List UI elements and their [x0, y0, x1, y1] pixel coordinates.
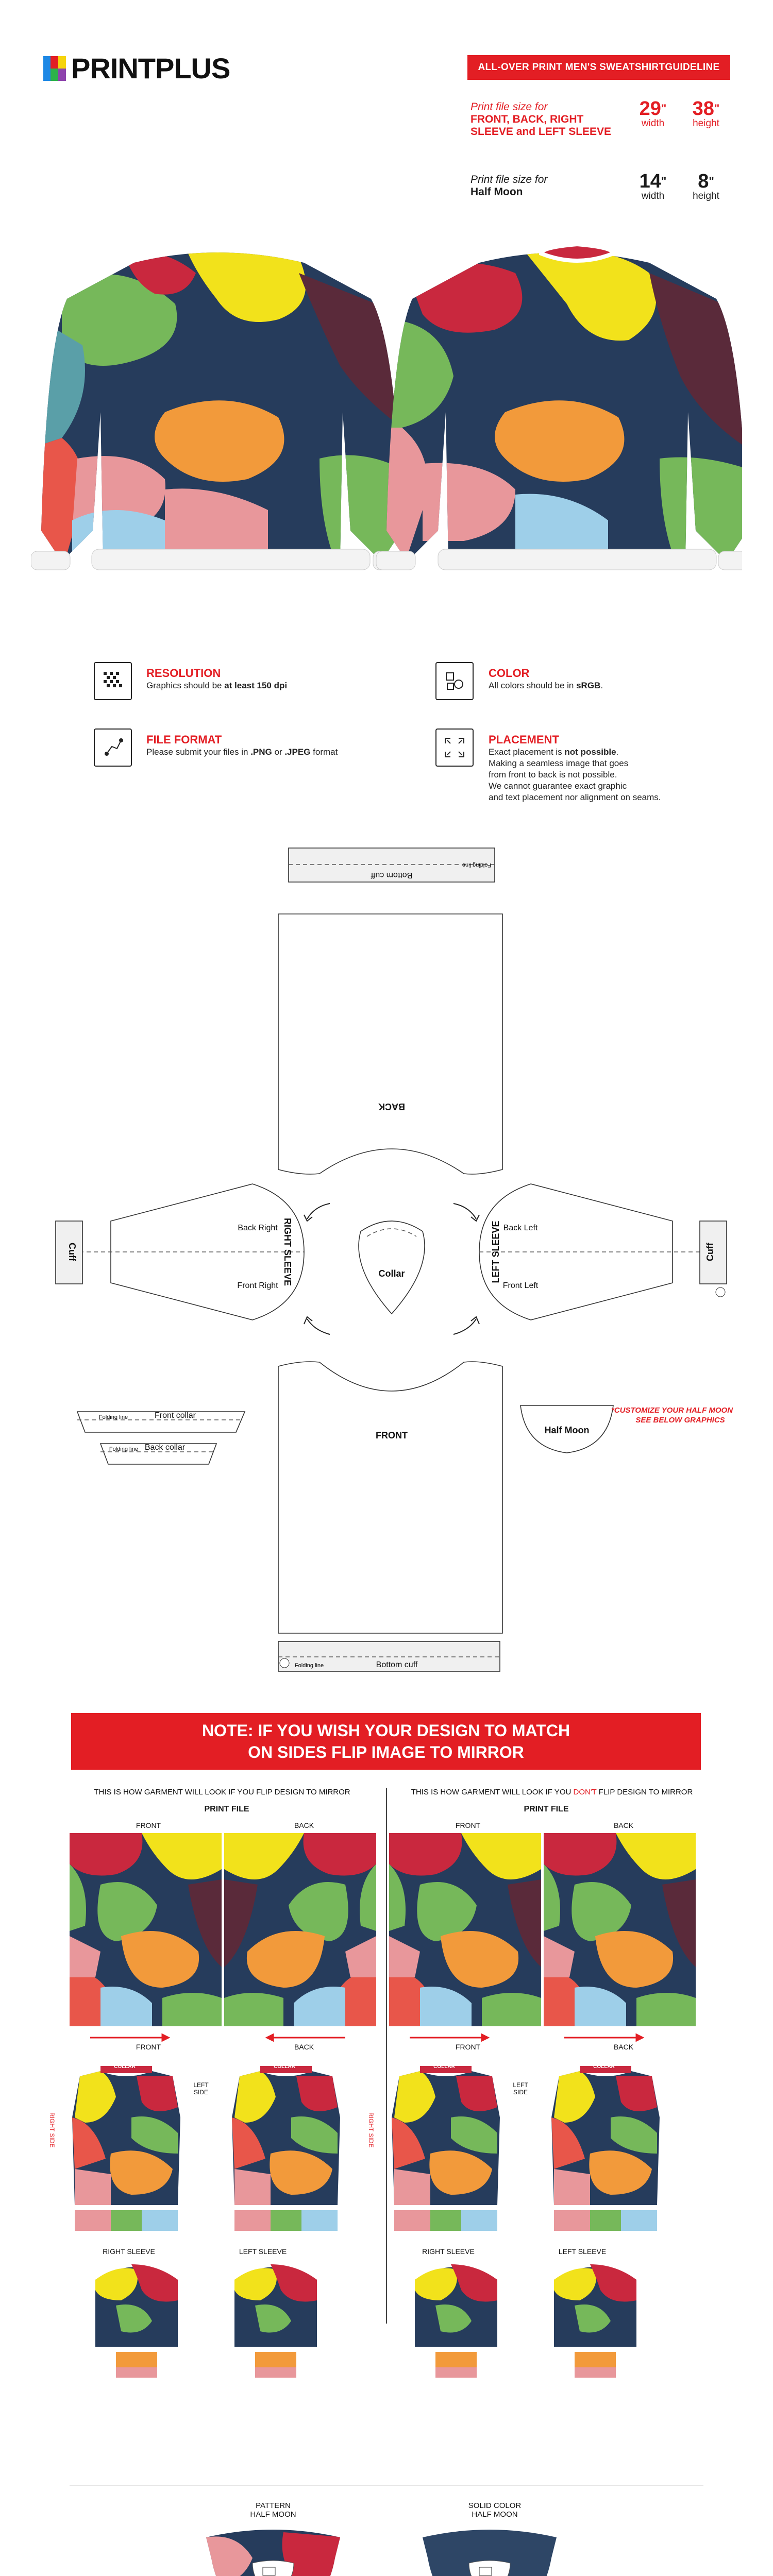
mirror-caption: THIS IS HOW GARMENT WILL LOOK IF YOU FLIP DESIGN TO MIRROR: [94, 1788, 350, 1797]
spec-halfmoon-width-value: 14: [639, 171, 661, 192]
left-sleeve-label-l: LEFT SLEEVE: [239, 2247, 287, 2256]
halfmoon-renders: [196, 2527, 598, 2576]
color-body: [489, 680, 715, 691]
file-format-icon: [94, 728, 132, 767]
back-arrow-label-l: BACK: [294, 2043, 314, 2051]
top-bottom-cuff-piece: [289, 848, 495, 882]
folding-line-label: Folding line: [294, 1663, 324, 1669]
pattern-template: [0, 840, 773, 1680]
front-collar-strip: [77, 1411, 245, 1432]
placement-line-2: from front to back is not possible.: [489, 770, 617, 779]
resolution-body-bold: at least 150 dpi: [224, 681, 288, 690]
brand-name: PRINTPLUS: [71, 52, 230, 84]
back-label-r: BACK: [613, 1821, 634, 1829]
spec-main-text: [470, 101, 646, 138]
solid-halfmoon-line2: HALF MOON: [472, 2510, 518, 2519]
spec-main-line3: SLEEVE and LEFT SLEEVE: [470, 126, 612, 138]
color-body-post: .: [600, 681, 603, 690]
note-line-2: ON SIDES FLIP IMAGE TO MIRROR: [248, 1743, 524, 1761]
resolution-title: RESOLUTION: [146, 667, 221, 680]
front-left-label: Front Left: [502, 1281, 539, 1290]
collar-tag-2: COLLAR: [274, 2064, 295, 2070]
spec-main-height-value: 38: [692, 98, 714, 120]
folding-line-label: Folding line: [109, 1446, 139, 1452]
placement-icon: [435, 728, 474, 767]
no-mirror-caption: [400, 1788, 704, 1797]
pattern-halfmoon-line2: HALF MOON: [250, 2510, 296, 2519]
bottom-cuff-piece: [278, 1641, 500, 1671]
collar-tag-4: COLLAR: [593, 2064, 615, 2070]
file-format-png: .PNG: [250, 747, 272, 757]
resolution-icon: [94, 662, 132, 700]
placement-body-post: .: [616, 747, 619, 757]
front-collar-label: Front collar: [154, 1411, 196, 1420]
folding-line-label: Folding line: [98, 1414, 128, 1420]
collar-piece: [359, 1221, 425, 1314]
sweatshirt-mockups: [31, 242, 742, 623]
resolution-body-pre: Graphics should be: [146, 681, 225, 690]
right-sleeve-label-r: RIGHT SLEEVE: [422, 2247, 475, 2256]
placement-body: [489, 747, 715, 803]
spec-main-height-label: height: [693, 118, 719, 129]
right-cuff-label: Cuff: [67, 1243, 77, 1261]
no-mirror-caption-post: FLIP DESIGN TO MIRROR: [596, 1788, 693, 1797]
spec-halfmoon-width-label: width: [641, 191, 665, 201]
mirror-note-banner: [71, 1713, 701, 1770]
collar-tag-1: COLLAR: [114, 2064, 136, 2070]
sweatshirt-front-mockup: [376, 242, 742, 603]
spec-main-height: [685, 99, 727, 129]
front-arrow-label-r: FRONT: [455, 2043, 481, 2051]
sweatshirt-back-mockup: [31, 242, 402, 603]
spec-halfmoon-width: [635, 172, 671, 201]
file-format-body-post: format: [310, 747, 338, 757]
left-cuff-label: Cuff: [705, 1243, 715, 1261]
garment-side-renders: [70, 2066, 703, 2231]
collar-tag-3: COLLAR: [433, 2064, 455, 2070]
half-moon-label: Half Moon: [544, 1425, 590, 1435]
pattern-halfmoon-caption: [222, 2501, 325, 2519]
color-icon: [435, 662, 474, 700]
right-side-label-l: RIGHT SIDE: [48, 2112, 56, 2148]
back-panel-label: BACK: [378, 1101, 405, 1112]
file-format-body-pre: Please submit your files in: [146, 747, 251, 757]
spec-main-width: [635, 99, 671, 129]
right-sleeve-label: RIGHT SLEEVE: [282, 1217, 293, 1286]
print-file-label-right: PRINT FILE: [524, 1805, 569, 1814]
solid-halfmoon-caption: [443, 2501, 546, 2519]
pattern-halfmoon-line1: PATTERN: [256, 2501, 291, 2510]
inch-mark: ": [709, 175, 714, 188]
placement-title: PLACEMENT: [489, 733, 559, 746]
left-side-label-r: LEFT SIDE: [513, 2081, 528, 2096]
spec-halfmoon-height-value: 8: [698, 171, 709, 192]
right-side-label-r: RIGHT SIDE: [367, 2112, 375, 2148]
back-label-l: BACK: [294, 1821, 314, 1829]
spec-halfmoon-line2: Half Moon: [470, 186, 523, 198]
sleeve-renders: [70, 2259, 703, 2393]
back-right-label: Back Right: [238, 1224, 278, 1232]
inch-mark: ": [661, 175, 667, 188]
spec-halfmoon-line1: Print file size for: [470, 174, 548, 185]
back-panel: [278, 914, 502, 1174]
printplus-logo-icon: [43, 56, 66, 81]
placement-line-3: We cannot guarantee exact graphic: [489, 781, 627, 791]
front-label-l: FRONT: [136, 1821, 161, 1829]
print-file-panels: [70, 1833, 703, 2039]
spec-halfmoon-height: [685, 172, 727, 201]
top-bottom-cuff-label: Bottom cuff: [371, 871, 413, 879]
customize-half-moon-note-2: SEE BELOW GRAPHICS: [635, 1416, 725, 1425]
print-file-label-left: PRINT FILE: [204, 1805, 249, 1814]
file-format-title: FILE FORMAT: [146, 733, 222, 746]
spec-main-width-value: 29: [639, 98, 661, 120]
front-panel-label: FRONT: [376, 1430, 408, 1440]
placement-body-pre: Exact placement is: [489, 747, 565, 757]
file-format-jpeg: .JPEG: [284, 747, 311, 757]
placement-body-bold: not possible: [564, 747, 616, 757]
spec-main-line2: FRONT, BACK, RIGHT: [470, 113, 584, 125]
left-side-label-l: LEFT SIDE: [193, 2081, 209, 2096]
spec-main-line1: Print file size for: [470, 101, 548, 113]
file-format-info: [146, 733, 394, 758]
color-body-pre: All colors should be in: [489, 681, 577, 690]
right-sleeve-label-l: RIGHT SLEEVE: [103, 2247, 155, 2256]
front-label-r: FRONT: [455, 1821, 481, 1829]
color-body-bold: sRGB: [576, 681, 601, 690]
resolution-body: [146, 680, 373, 691]
back-left-label: Back Left: [503, 1224, 538, 1232]
inch-mark: ": [661, 102, 667, 115]
brand-logo: [43, 52, 230, 85]
back-collar-label: Back collar: [144, 1443, 186, 1452]
file-format-body: [146, 747, 394, 758]
note-line-1: NOTE: IF YOU WISH YOUR DESIGN TO MATCH: [201, 1721, 570, 1740]
front-panel: [278, 1362, 502, 1633]
bottom-cuff-label: Bottom cuff: [376, 1660, 418, 1669]
inch-mark: ": [714, 102, 720, 115]
guide-title: ALL-OVER PRINT MEN'S SWEATSHIRTGUIDELINE: [467, 55, 730, 80]
color-info: [489, 667, 715, 691]
color-title: COLOR: [489, 667, 530, 680]
back-arrow-label-r: BACK: [613, 2043, 634, 2051]
placement-line-1: Making a seamless image that goes: [489, 758, 629, 768]
spec-main-width-label: width: [641, 118, 665, 129]
no-mirror-caption-dont: DON'T: [573, 1788, 597, 1797]
solid-halfmoon-line1: SOLID COLOR: [468, 2501, 522, 2510]
file-format-or: or: [272, 747, 285, 757]
back-collar-strip: [100, 1443, 216, 1464]
spec-halfmoon-text: [470, 174, 625, 198]
no-mirror-caption-pre: THIS IS HOW GARMENT WILL LOOK IF YOU: [411, 1788, 574, 1797]
customize-half-moon-note-1: *CUSTOMIZE YOUR HALF MOON: [611, 1406, 733, 1415]
collar-label: Collar: [378, 1268, 405, 1279]
spec-halfmoon-height-label: height: [693, 191, 719, 201]
left-sleeve-label: LEFT SLEEVE: [491, 1221, 501, 1283]
front-right-label: Front Right: [237, 1281, 278, 1290]
front-arrow-label-l: FRONT: [136, 2043, 161, 2051]
placement-info: [489, 733, 715, 803]
left-sleeve-label-r: LEFT SLEEVE: [558, 2247, 607, 2256]
resolution-info: [146, 667, 373, 691]
folding-line-label: Folding line: [462, 862, 492, 868]
placement-line-4: and text placement nor alignment on seams.: [489, 792, 661, 802]
